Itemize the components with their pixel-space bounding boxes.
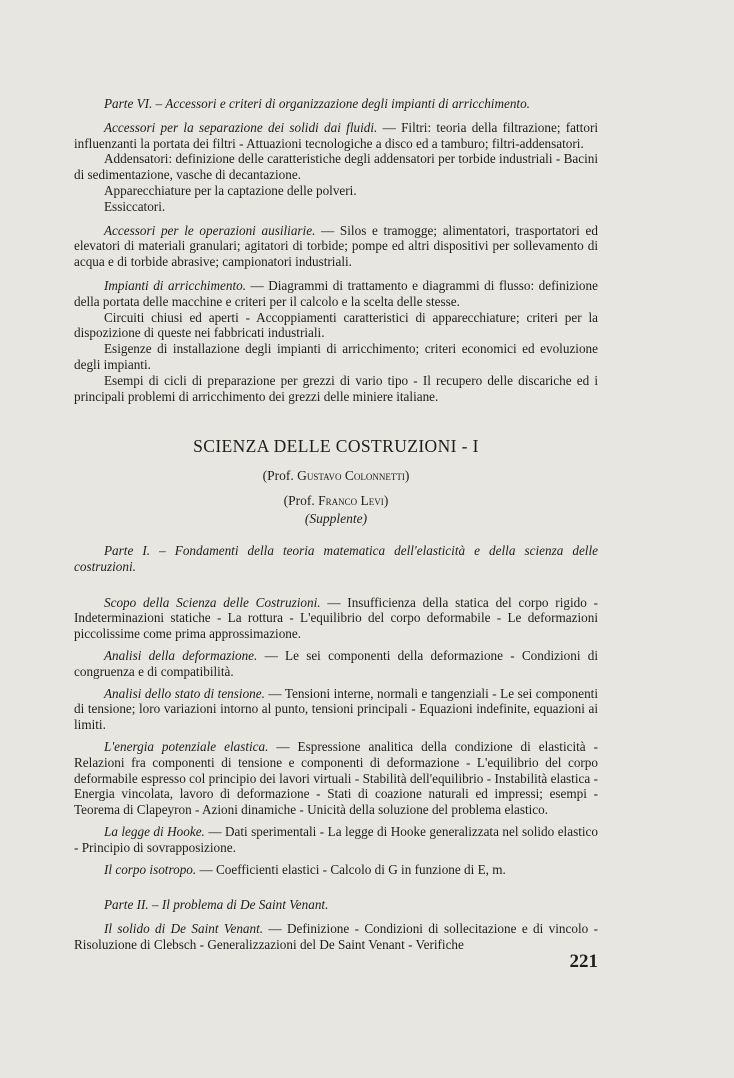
- paragraph-tensione: [74, 686, 598, 733]
- part-i-heading: Parte I. – Fondamenti della teoria matematica dell'elasticità e della scienza delle costruzioni.: [74, 543, 598, 574]
- part-vi-heading: Parte VI. – Accessori e criteri di organizzazione degli impianti di arricchimento.: [104, 96, 530, 111]
- paragraph-text: — Espressione analitica della condizione di elasticità - Relazioni fra componenti di tensione e componenti di deformazione - L'equilibrio del corpo deformabile espresso col principio dei lavori virtuali - Stabilità dell'equilibrio - Instabilità elastica - Energia vincolata, lavoro di deformazione - Stati di coazione naturali ed impressi; esempi - Teorema di Clapeyron - Azioni dinamiche - Unicità della soluzione del problema elastico.: [74, 738, 598, 818]
- paragraph-energia: [74, 739, 598, 818]
- paragraph-lead: Il corpo isotropo.: [104, 861, 197, 877]
- part-vi-section: [74, 96, 598, 404]
- paragraph-lead: Impianti di arricchimento.: [104, 277, 246, 293]
- professor-suffix: ): [404, 468, 410, 483]
- paragraph-separazione: [74, 120, 598, 152]
- page-number: 221: [569, 951, 598, 972]
- paragraph-deformazione: [74, 648, 598, 680]
- paragraph-circuiti: Circuiti chiusi ed aperti - Accoppiamenti caratteristici di apparecchiature; criteri per la dispozizione di queste nei fabbricati industriali.: [74, 309, 598, 341]
- paragraph-text: — Le sei componenti della deformazione - Condizioni di congruenza e di compatibilità.: [74, 647, 599, 679]
- paragraph-lead: La legge di Hooke.: [104, 823, 205, 839]
- professor-prefix: (Prof.: [262, 468, 298, 483]
- paragraph-solido: [74, 921, 598, 953]
- professor-line: [74, 493, 598, 509]
- paragraph-lead: Analisi dello stato di tensione.: [104, 685, 265, 701]
- professor-suffix: ): [383, 493, 389, 508]
- professor-role: (Supplente): [304, 511, 368, 526]
- paragraph-text: — Insufficienza della statica del corpo rigido - Indeterminazioni statiche - La rottura - L'equilibrio del corpo deformabile - Le deformazioni piccolissime come prima approssimazione.: [74, 594, 598, 642]
- paragraph-text: — Coefficienti elastici - Calcolo di G in funzione di E, m.: [196, 861, 506, 877]
- paragraph-lead: Analisi della deformazione.: [104, 647, 258, 663]
- professor-prefix: (Prof.: [283, 493, 319, 508]
- paragraph-lead: Il solido di De Saint Venant.: [104, 921, 264, 937]
- paragraph-lead: Accessori per le operazioni ausiliarie.: [104, 222, 316, 238]
- professor-line: [74, 468, 598, 484]
- paragraph-lead: Scopo della Scienza delle Costruzioni.: [104, 594, 321, 610]
- part-ii-heading: Parte II. – Il problema di De Saint Venant.: [104, 897, 329, 913]
- paragraph-text: — Tensioni interne, normali e tangenziali - Le sei componenti di tensione; loro variazioni intorno al punto, tensioni principali - Equazioni indefinite, equazioni ai limiti.: [74, 685, 598, 733]
- paragraph-ausiliarie: [74, 223, 598, 270]
- paragraph-esempi: Esempi di cicli di preparazione per grezzi di vario tipo - Il recupero delle discariche ed i principali problemi di arricchimento dei grezzi delle miniere italiane.: [74, 372, 598, 404]
- paragraph-isotropo: [74, 862, 598, 878]
- paragraph-text: — Dati sperimentali - La legge di Hooke generalizzata nel solido elastico - Principio di sovrapposizione.: [74, 823, 598, 855]
- professor-name: Gustavo Colonnetti: [297, 468, 405, 483]
- paragraph-text: — Silos e tramogge; alimentatori, trasportatori ed elevatori di materiali granulari; agitatori di torbide; pompe ed altri dispositivi per sollevamento di acqua e di torbide abrasive; campionatori industriali.: [74, 222, 598, 270]
- paragraph-essiccatori: Essiccatori.: [104, 198, 166, 214]
- paragraph-text: — Diagrammi di trattamento e diagrammi di flusso: definizione della portata delle macchine e criteri per il calcolo e la scelta delle stesse.: [74, 277, 598, 309]
- paragraph-lead: L'energia potenziale elastica.: [104, 738, 269, 754]
- professor-name: Franco Levi: [318, 493, 384, 508]
- paragraph-text: — Filtri: teoria della filtrazione; fattori influenzanti la portata dei filtri - Attuazioni tecnologiche a disco ed a tamburo; filtri-addensatori.: [74, 119, 598, 151]
- paragraph-hooke: [74, 824, 598, 856]
- course-body: [74, 543, 598, 953]
- paragraph-scopo: [74, 595, 598, 642]
- paragraph-text: — Definizione - Condizioni di sollecitazione e di vincolo - Risoluzione di Clebsch - Generalizzazioni del De Saint Venant - Verifiche: [74, 921, 598, 952]
- paragraph-lead: Accessori per la separazione dei solidi dai fluidi.: [104, 119, 378, 135]
- paragraph-polveri: Apparecchiature per la captazione delle polveri.: [104, 182, 357, 198]
- paragraph-impianti: [74, 278, 598, 310]
- course-title: SCIENZA DELLE COSTRUZIONI - I: [193, 436, 479, 456]
- paragraph-addensatori: Addensatori: definizione delle caratteristiche degli addensatori per torbide industriali - Bacini di sedimentazione, vasche di decantazione.: [74, 151, 598, 183]
- paragraph-esigenze: Esigenze di installazione degli impianti di arricchimento; criteri economici ed evoluzione degli impianti.: [74, 341, 598, 372]
